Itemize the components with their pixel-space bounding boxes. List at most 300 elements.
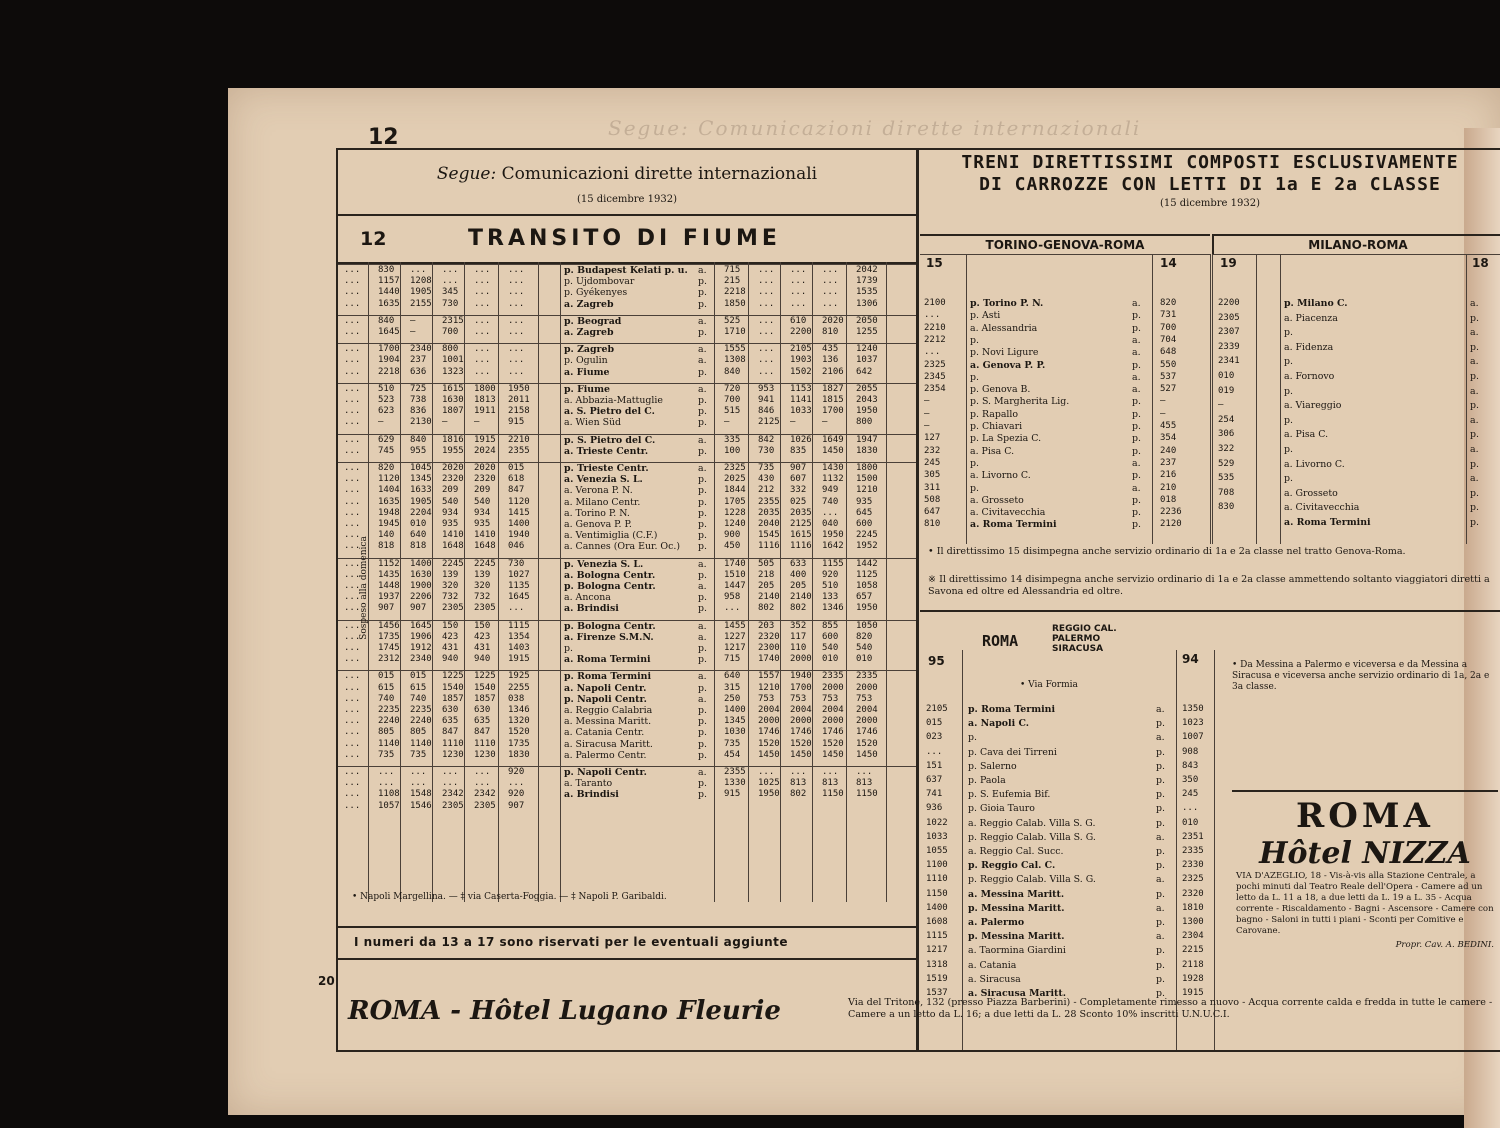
bleed-through-text: Segue: Comunicazioni dirette internazionali (608, 116, 1142, 140)
time-cell: 110 (790, 642, 807, 653)
table-row (338, 603, 916, 614)
time-cell: 127 (924, 433, 941, 444)
time-cell: ... (344, 716, 361, 727)
time-cell: 133 (822, 592, 839, 603)
time-cell: 1227 (724, 631, 746, 642)
time-cell: 2020 (822, 315, 844, 326)
time-cell: 1115 (508, 620, 530, 631)
time-cell: 934 (442, 507, 459, 518)
time-cell: 2040 (758, 518, 780, 529)
station-name: p. Napoli Centr. (564, 767, 647, 778)
timetable-block (338, 343, 916, 378)
time-cell: 1116 (790, 541, 812, 552)
time-cell: 830 (1218, 502, 1235, 513)
time-cell: 2304 (1182, 931, 1204, 942)
time-cell: 1025 (758, 778, 780, 789)
time-cell: 1210 (856, 485, 878, 496)
time-cell: 1230 (474, 749, 496, 760)
time-cell: 820 (856, 631, 873, 642)
time-cell: ... (442, 276, 459, 287)
station-name: p. Roma Termini (564, 671, 652, 683)
destination-label: REGGIO CAL. (1052, 624, 1117, 634)
arr-dep-mark: a. (1156, 874, 1165, 886)
table-row (338, 727, 916, 738)
time-cell: 2004 (856, 704, 878, 715)
time-cell: — (924, 421, 930, 431)
time-cell: 2351 (1182, 831, 1204, 842)
table-row (920, 495, 1210, 506)
time-cell: ... (344, 541, 361, 552)
time-cell: 1950 (508, 383, 530, 394)
time-cell: 2305 (474, 603, 496, 614)
time-cell: 1645 (508, 592, 530, 603)
column-rule (1210, 254, 1211, 544)
time-cell: ... (344, 620, 361, 631)
time-cell: 1330 (724, 778, 746, 789)
table-row (338, 463, 916, 474)
table-row (920, 974, 1220, 985)
arr-dep-mark: a. (698, 671, 707, 683)
table-row (338, 497, 916, 508)
timetable-block (338, 620, 916, 666)
train-number: 95 (928, 654, 945, 668)
table-row (338, 570, 916, 581)
time-cell: 2000 (856, 682, 878, 693)
table-row (920, 458, 1210, 469)
time-cell: 1800 (856, 463, 878, 473)
table-row (920, 718, 1220, 729)
time-cell: ... (344, 592, 361, 603)
time-cell: 1027 (508, 569, 530, 580)
table-row (338, 395, 916, 406)
table-row (1212, 298, 1500, 309)
time-cell: 2042 (856, 265, 878, 275)
time-cell: 038 (508, 693, 525, 704)
station-name: a. Milano Centr. (564, 496, 641, 508)
station-name: p. Paola (968, 775, 1006, 786)
time-cell: 1950 (758, 789, 780, 800)
segue-date: (15 dicembre 1932) (576, 194, 678, 205)
time-cell: 813 (856, 778, 873, 789)
time-cell: 1135 (508, 580, 530, 591)
time-cell: 2043 (856, 394, 878, 405)
time-cell: 847 (442, 727, 459, 738)
time-cell: 454 (724, 749, 741, 760)
station-name: a. Zagreb (564, 298, 614, 310)
train-number: 19 (1220, 256, 1237, 270)
table-row (920, 747, 1220, 758)
time-cell: ... (790, 767, 807, 777)
arr-dep-mark: p. (1132, 396, 1141, 408)
train-number: 14 (1160, 256, 1177, 270)
time-cell: 1735 (378, 631, 400, 642)
time-cell: 1240 (724, 518, 746, 529)
time-cell: ... (508, 287, 525, 298)
station-name: p. (970, 371, 979, 383)
time-cell: 2000 (758, 716, 780, 727)
destination-label: PALERMO (1052, 634, 1101, 644)
station-name: a. Venezia S. L. (564, 474, 643, 486)
time-cell: 455 (1160, 421, 1177, 431)
arr-dep-mark: p. (1156, 718, 1165, 730)
table-row (1212, 459, 1500, 470)
time-cell: 645 (856, 507, 873, 518)
time-cell: 2218 (378, 366, 400, 377)
time-cell: — (410, 315, 416, 326)
time-cell: ... (474, 315, 491, 326)
arr-dep-mark: a. (698, 463, 707, 474)
time-cell: ... (344, 366, 361, 377)
time-cell: 715 (724, 654, 741, 665)
time-cell: 1816 (442, 434, 464, 445)
time-cell: 320 (474, 580, 491, 591)
arr-dep-mark: p. (1156, 803, 1165, 815)
arr-dep-mark: p. (698, 727, 707, 739)
table-row (1212, 371, 1500, 382)
time-cell: 139 (474, 569, 491, 580)
time-cell: 2320 (758, 631, 780, 642)
time-cell: 818 (410, 541, 427, 552)
time-cell: 635 (474, 716, 491, 727)
time-cell: 708 (1218, 487, 1235, 498)
arr-dep-mark: p. (1132, 408, 1141, 420)
table-row (338, 287, 916, 298)
time-cell: 1950 (856, 406, 878, 417)
time-cell: 1346 (508, 704, 530, 715)
time-cell: 2210 (924, 322, 946, 333)
table-row (920, 732, 1220, 743)
time-cell: 731 (1160, 310, 1177, 321)
time-cell: 1557 (758, 671, 780, 682)
time-cell: ... (508, 366, 525, 377)
station-name: a. Taormina Giardini (968, 945, 1066, 957)
time-cell: 1608 (926, 917, 948, 927)
table-row (338, 581, 916, 592)
time-cell: ... (378, 767, 395, 777)
time-cell: 1950 (856, 603, 878, 614)
time-cell: 836 (410, 406, 427, 417)
time-cell: 640 (410, 530, 427, 541)
time-cell: 205 (758, 580, 775, 591)
time-cell: 2011 (508, 394, 530, 405)
table-row (920, 335, 1210, 346)
time-cell: 2330 (1182, 860, 1204, 871)
time-cell: 1905 (410, 496, 432, 507)
time-cell: ... (790, 276, 807, 287)
hotel-lugano-ad (348, 994, 1498, 1034)
page-frame (336, 148, 1500, 1052)
time-cell: 940 (474, 654, 491, 665)
arr-dep-mark: p. (1470, 429, 1479, 441)
arr-dep-mark: p. (1156, 959, 1165, 971)
table-row (920, 360, 1210, 371)
time-cell: 802 (790, 789, 807, 800)
time-cell: 802 (790, 603, 807, 614)
arr-dep-mark: p. (1470, 400, 1479, 412)
time-cell: 1450 (790, 749, 812, 760)
time-cell: 2000 (822, 682, 844, 693)
table-row (338, 739, 916, 750)
time-cell: — (924, 408, 930, 419)
time-cell: 1442 (856, 558, 878, 569)
time-cell: 1108 (378, 789, 400, 800)
time-cell: — (924, 396, 930, 407)
time-cell: 1225 (474, 671, 496, 682)
time-cell: 740 (378, 693, 395, 704)
time-cell: 210 (1160, 482, 1177, 493)
time-cell: ... (442, 265, 459, 275)
time-cell: 615 (378, 682, 395, 693)
table-row (1212, 356, 1500, 367)
time-cell: 1800 (474, 383, 496, 394)
table-row (920, 310, 1210, 321)
time-cell: 1700 (790, 682, 812, 693)
arr-dep-mark: a. (698, 693, 707, 705)
time-cell: 1110 (926, 874, 948, 885)
time-cell: 2236 (1160, 507, 1182, 518)
station-name: a. Fiume (564, 366, 610, 378)
station-name: p. (564, 642, 573, 654)
time-cell: 2240 (410, 716, 432, 727)
time-cell: 1830 (856, 445, 878, 456)
train-number-row (920, 254, 1500, 292)
station-name: p. S. Pietro del C. (564, 434, 656, 446)
station-name: p. Reggio Calab. Villa S. G. (968, 831, 1096, 843)
lugano-text: Via del Tritone, 132 (presso Piazza Barberini) - Completamente rimesso a nuovo - Acqua corrente calda e fredda in tutte le camere - Camere a un letto da L. 16; a due letti da L. 28 Sconto 10% inscritti U.N.U.C.I. (848, 997, 1493, 1020)
station-name: a. Livorno C. (970, 470, 1031, 482)
time-cell: 218 (758, 569, 775, 580)
time-cell: ... (378, 778, 395, 789)
time-cell: 935 (474, 518, 491, 529)
time-cell: 730 (758, 445, 775, 456)
arr-dep-mark: p. (1132, 322, 1141, 334)
time-cell: 1502 (790, 366, 812, 377)
arr-dep-mark: p. (698, 738, 707, 750)
time-cell: 907 (378, 603, 395, 614)
table-number: 12 (360, 228, 387, 250)
arr-dep-mark: p. (698, 682, 707, 694)
time-cell: 1318 (926, 959, 948, 970)
time-cell: ... (758, 355, 775, 366)
time-cell: ... (344, 727, 361, 738)
time-cell: 1140 (410, 738, 432, 749)
table-row (1212, 517, 1500, 528)
arr-dep-mark: p. (698, 778, 707, 790)
time-cell: 700 (1160, 322, 1177, 333)
table-row (920, 483, 1210, 494)
time-cell: 2055 (856, 383, 878, 394)
table-row (338, 683, 916, 694)
time-cell: 1635 (378, 298, 400, 309)
time-cell: ... (344, 496, 361, 507)
station-name: p. Reggio Calab. Villa S. G. (968, 874, 1096, 886)
time-cell: 1116 (758, 541, 780, 552)
time-cell: 515 (724, 406, 741, 417)
time-cell: — (822, 417, 828, 428)
time-cell: ... (1182, 803, 1199, 814)
time-cell: 136 (822, 355, 839, 366)
arr-dep-mark: p. (698, 704, 707, 716)
time-cell: 2020 (442, 463, 464, 473)
time-cell: 2118 (1182, 959, 1204, 970)
time-cell: ... (344, 518, 361, 529)
time-cell: 1615 (442, 383, 464, 394)
time-cell: 1033 (790, 406, 812, 417)
time-cell: 1555 (724, 344, 746, 355)
time-cell: 1323 (442, 366, 464, 377)
station-name: p. Ogulin (564, 355, 608, 367)
table-row (338, 508, 916, 519)
timetable-block (338, 434, 916, 457)
time-cell: 2245 (442, 558, 464, 569)
station-name: a. Fidenza (1284, 341, 1334, 353)
time-cell: 205 (790, 580, 807, 591)
time-cell: 955 (410, 445, 427, 456)
time-cell: 1026 (790, 434, 812, 445)
time-cell: 1050 (856, 620, 878, 631)
time-cell: 2120 (1160, 519, 1182, 530)
time-cell: 2342 (442, 789, 464, 800)
time-cell: 1157 (378, 276, 400, 287)
time-cell: 1225 (442, 671, 464, 682)
time-cell: 540 (442, 496, 459, 507)
station-name: a. Pisa C. (1284, 429, 1329, 441)
arr-dep-mark: a. (698, 383, 707, 395)
time-cell: 431 (442, 642, 459, 653)
time-cell: 636 (410, 366, 427, 377)
time-cell: 1630 (410, 569, 432, 580)
arr-dep-mark: p. (1156, 888, 1165, 900)
station-name: p. Milano C. (1284, 298, 1348, 309)
station-name: p. (1284, 327, 1293, 339)
time-cell: 1745 (378, 642, 400, 653)
time-cell: 345 (442, 287, 459, 298)
arr-dep-mark: p. (1132, 519, 1141, 531)
time-cell: 019 (1218, 385, 1235, 396)
time-cell: 245 (1182, 789, 1199, 800)
time-cell: 1857 (442, 693, 464, 704)
time-cell: ... (344, 580, 361, 591)
station-name: a. Napoli Centr. (564, 682, 647, 694)
time-cell: 735 (758, 463, 775, 473)
time-cell: 657 (856, 592, 873, 603)
station-name: a. Genova P. P. (970, 359, 1046, 371)
time-cell: 2000 (822, 716, 844, 727)
time-cell: — (442, 417, 448, 428)
time-cell: 209 (474, 485, 491, 496)
time-cell: 2206 (410, 592, 432, 603)
page-number: 12 (368, 125, 399, 150)
time-cell: 430 (758, 474, 775, 485)
time-cell: 1150 (926, 888, 948, 899)
time-cell: 1450 (822, 749, 844, 760)
time-cell: 818 (378, 541, 395, 552)
time-cell: 732 (474, 592, 491, 603)
time-cell: 1110 (474, 738, 496, 749)
time-cell: ... (344, 530, 361, 541)
time-cell: 018 (1160, 494, 1177, 505)
station-name: p. Zagreb (564, 344, 615, 356)
arr-dep-mark: p. (698, 541, 707, 553)
time-cell: 1210 (758, 682, 780, 693)
table-row (920, 903, 1220, 914)
station-name: a. Viareggio (1284, 400, 1342, 412)
time-cell: 320 (442, 580, 459, 591)
time-cell: 1807 (442, 406, 464, 417)
time-cell: 1045 (410, 463, 432, 473)
time-cell: 2305 (474, 800, 496, 811)
time-cell: ... (508, 276, 525, 287)
time-cell: 550 (1160, 359, 1177, 370)
station-name: a. Grosseto (1284, 487, 1338, 499)
arr-dep-mark: p. (1156, 945, 1165, 957)
station-name: p. Gioia Tauro (968, 803, 1035, 815)
time-cell: 630 (442, 704, 459, 715)
table-row (338, 417, 916, 428)
time-cell: 1150 (856, 789, 878, 800)
time-cell: ... (344, 434, 361, 445)
time-cell: ... (344, 749, 361, 760)
time-cell: 232 (924, 445, 941, 456)
time-cell: 2105 (790, 344, 812, 355)
time-cell: 1520 (790, 738, 812, 749)
time-cell: ... (856, 767, 873, 777)
station-name: a. Napoli C. (968, 718, 1030, 730)
time-cell: 2125 (790, 518, 812, 529)
table-row (338, 559, 916, 570)
time-cell: 1410 (474, 530, 496, 541)
table-row (338, 446, 916, 457)
time-cell: ... (344, 474, 361, 485)
time-cell: 648 (1160, 347, 1177, 358)
station-name: p. S. Margherita Lig. (970, 396, 1070, 408)
station-name: a. Reggio Calab. Villa S. G. (968, 817, 1096, 829)
time-cell: 2300 (758, 642, 780, 653)
time-cell: 2312 (378, 654, 400, 665)
time-cell: 2218 (724, 287, 746, 298)
station-name: p. S. Eufemia Bif. (968, 789, 1051, 801)
station-name: a. Roma Termini (970, 519, 1057, 531)
arr-dep-mark: p. (698, 417, 707, 429)
time-cell: 1537 (926, 988, 948, 998)
station-name: a. Palermo Centr. (564, 749, 647, 761)
table-row (1212, 415, 1500, 426)
time-cell: 150 (474, 620, 491, 631)
arr-dep-mark: p. (698, 406, 707, 418)
station-name: p. (1284, 473, 1293, 485)
time-cell: 2325 (1182, 874, 1204, 885)
time-cell: 015 (926, 718, 943, 729)
arr-dep-mark: a. (1470, 298, 1479, 309)
time-cell: 1540 (442, 682, 464, 693)
station-name: a. Palermo (968, 917, 1025, 928)
timetable-block (338, 315, 916, 338)
time-cell: 920 (508, 767, 525, 777)
time-cell: 335 (724, 434, 741, 445)
arr-dep-mark: p. (698, 654, 707, 666)
time-cell: 753 (856, 693, 873, 704)
timetable-block (338, 670, 916, 761)
time-cell: 935 (856, 496, 873, 507)
time-cell: 738 (410, 394, 427, 405)
station-name: a. Piacenza (1284, 312, 1338, 324)
time-cell: 640 (724, 671, 741, 682)
time-cell: 010 (410, 518, 427, 529)
time-cell: 100 (724, 445, 741, 456)
time-cell: 2035 (790, 507, 812, 518)
time-cell: 1540 (474, 682, 496, 693)
station-name: a. Brindisi (564, 603, 619, 615)
